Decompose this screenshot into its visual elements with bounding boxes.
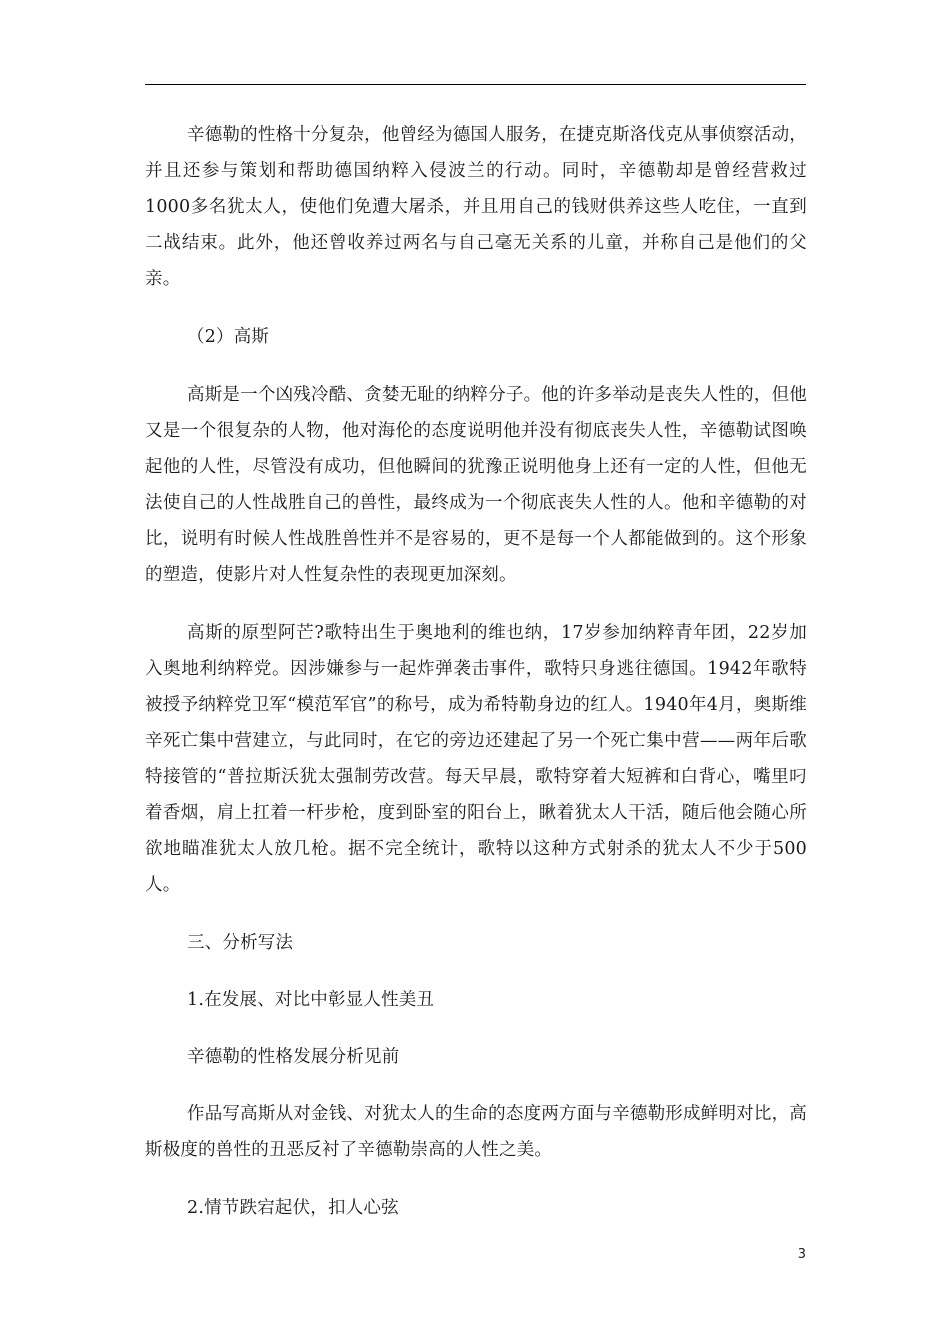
paragraph-contrast-analysis: 作品写高斯从对金钱、对犹太人的生命的态度两方面与辛德勒形成鲜明对比，高斯极度的兽性的丑恶反衬了辛德勒崇高的人性之美。	[145, 1104, 807, 1160]
paragraph-goeth-prototype: 高斯的原型阿芒?歌特出生于奥地利的维也纳，17岁参加纳粹青年团，22岁加入奥地利纳粹党。因涉嫌参与一起炸弹袭击事件，歌特只身逃往德国。1942年歌特被授予纳粹党卫军“模范军官”的称号，成为希特勒身边的红人。1940年4月，奥斯维辛死亡集中营建立，与此同时，在它的旁边还建起了另一个死亡集中营——两年后歌特接管的“普拉斯沃犹太强制劳改营。每天早晨，歌特穿着大短裤和白背心，嘴里叼着香烟，肩上扛着一杆步枪，度到卧室的阳台上，瞅着犹太人干活，随后他会随心所欲地瞄准犹太人放几枪。据不完全统计，歌特以这种方式射杀的犹太人不少于500人。	[145, 623, 807, 895]
page-body	[145, 117, 807, 1226]
heading-goeth: （2）高斯	[187, 327, 270, 347]
heading-contrast: 1.在发展、对比中彰显人性美丑	[187, 990, 435, 1010]
page-number: 3	[797, 1247, 806, 1262]
paragraph-goeth-character: 高斯是一个凶残冷酷、贪婪无耻的纳粹分子。他的许多举动是丧失人性的，但他又是一个很复杂的人物，他对海伦的态度说明他并没有彻底丧失人性，辛德勒试图唤起他的人性，尽管没有成功，但他瞬间的犹豫正说明他身上还有一定的人性，但他无法使自己的人性战胜自己的兽性，最终成为一个彻底丧失人性的人。他和辛德勒的对比，说明有时候人性战胜兽性并不是容易的，更不是每一个人都能做到的。这个形象的塑造，使影片对人性复杂性的表现更加深刻。	[145, 385, 807, 585]
heading-writing-analysis: 三、分析写法	[187, 933, 294, 953]
heading-plot: 2.情节跌宕起伏，扣人心弦	[187, 1198, 399, 1218]
header-rule	[145, 84, 806, 85]
paragraph-schindler-character: 辛德勒的性格十分复杂，他曾经为德国人服务，在捷克斯洛伐克从事侦察活动，并且还参与策划和帮助德国纳粹入侵波兰的行动。同时，辛德勒却是曾经营救过1000多名犹太人，使他们免遭大屠杀，并且用自己的钱财供养这些人吃住，一直到二战结束。此外，他还曾收养过两名与自己毫无关系的儿童，并称自己是他们的父亲。	[145, 125, 807, 289]
paragraph-schindler-development: 辛德勒的性格发展分析见前	[187, 1047, 400, 1067]
